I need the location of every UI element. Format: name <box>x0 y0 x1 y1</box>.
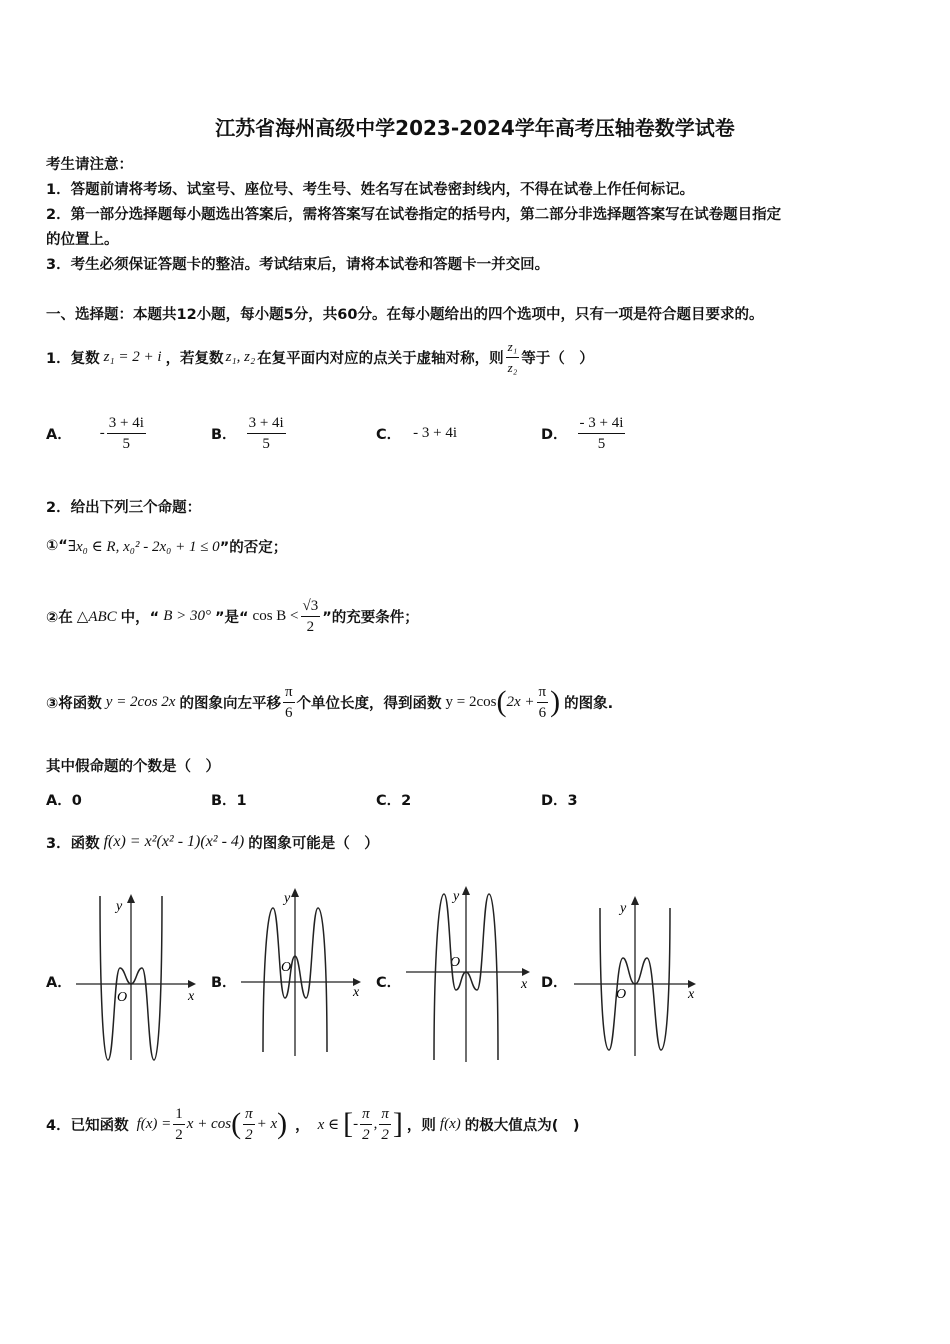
q4-a-num: π <box>360 1104 372 1125</box>
q2-p3-post: 的图象. <box>564 695 614 712</box>
q2-p3-g-frac-num: π <box>537 682 549 703</box>
y-axis-arrow-icon <box>127 894 135 903</box>
x-axis-arrow-icon <box>188 980 196 988</box>
q1-option-a-num: 3 + 4i <box>107 413 146 434</box>
q4-half-den: 2 <box>175 1126 183 1143</box>
notice-item-2: 2．第一部分选择题每小题选出答案后，需将答案写在试卷指定的括号内，第二部分非选择题答案写在试卷题目指定 <box>46 207 782 223</box>
q4-b-num: π <box>379 1104 391 1125</box>
q2-proposition-3 <box>46 676 613 728</box>
q3-label-d[interactable]: D． <box>541 975 568 991</box>
x-axis-label: x <box>688 987 695 1002</box>
x-axis-label: x <box>521 977 528 992</box>
q4-pi-den: 2 <box>245 1126 253 1143</box>
q2-p2-pre: ②在 <box>46 609 73 626</box>
q1-frac-den: z₂ <box>507 359 518 375</box>
q2-p3-g-frac <box>537 682 549 723</box>
q4-pi-num: π <box>243 1104 255 1125</box>
q3-label-a[interactable]: A． <box>46 975 72 991</box>
q4-a-frac <box>360 1104 372 1145</box>
x-axis-arrow-icon <box>522 968 530 976</box>
section-heading: 一、选择题：本题共12小题，每小题5分，共60分。在每小题给出的四个选项中，只有一项是符合题目要求的。 <box>46 307 764 323</box>
q1-option-a-den: 5 <box>122 435 131 452</box>
q2-p1-post: ”的否定； <box>219 539 288 556</box>
q2-p1-pre: ①“ <box>46 538 68 554</box>
q2-p2-post: ”的充要条件； <box>322 609 419 626</box>
q4-minus: - <box>353 1115 359 1132</box>
origin-label: O <box>117 990 128 1005</box>
q1-z1z2: z₁, z₂ <box>225 348 256 365</box>
q1-option-b-label: B． <box>211 426 237 443</box>
q1-option-c[interactable] <box>376 408 457 458</box>
page-title: 江苏省海州高级中学2023-2024学年高考压轴卷数学试卷 <box>215 116 735 140</box>
q3-graph-d[interactable] <box>568 890 703 1060</box>
q2-p1-math: ∃x₀ ∈ R, x₀² - 2x₀ + 1 ≤ 0 <box>67 538 220 555</box>
q4-comma: ， <box>295 1117 310 1134</box>
q2-p2-mid: 中，“ <box>120 609 160 626</box>
question-1-stem <box>46 332 594 382</box>
q4-lparen: ( <box>231 1107 242 1140</box>
q1-option-a-frac <box>107 413 146 454</box>
notice-item-1: 1．答题前请将考场、试室号、座位号、考生号、姓名写在试卷密封线内，不得在试卷上作任何标记。 <box>46 182 695 198</box>
q3-graph-c[interactable] <box>400 880 540 1065</box>
q1-option-c-value: - 3 + 4i <box>413 424 458 441</box>
q2-p3-mid2: 个单位长度，得到函数 <box>296 695 442 712</box>
origin-label: O <box>281 960 292 975</box>
q1-fraction <box>506 337 520 378</box>
q4-plusx: + x <box>256 1115 278 1132</box>
question-2-stem: 2．给出下列三个命题： <box>46 500 202 516</box>
q1-option-d[interactable] <box>541 408 627 458</box>
q2-option-a[interactable]: A．0 <box>46 793 82 809</box>
q1-option-b[interactable] <box>211 408 288 458</box>
y-axis-arrow-icon <box>291 888 299 897</box>
q1-option-a[interactable] <box>46 408 148 458</box>
question-4-stem <box>46 1096 580 1152</box>
q2-p3-rparen: ) <box>550 685 561 718</box>
x-axis-label: x <box>353 985 360 1000</box>
q1-frac-num: z₁ <box>506 337 520 358</box>
q4-fx: f(x) <box>439 1115 461 1132</box>
q3-func: f(x) = x²(x² - 1)(x² - 4) <box>103 833 245 850</box>
q2-p3-g-frac-den: 6 <box>538 704 547 721</box>
q2-p3-frac <box>283 682 295 723</box>
q4-sep: , <box>373 1115 378 1132</box>
q4-half <box>173 1104 185 1145</box>
q4-mid: x + cos <box>186 1115 232 1132</box>
q4-post: 的极大值点为( ) <box>464 1117 580 1134</box>
q2-p3-g: y = 2cos <box>445 693 497 710</box>
q1-option-d-frac <box>578 413 626 454</box>
q2-option-d[interactable]: D．3 <box>541 793 578 809</box>
q2-p3-pre: ③将函数 <box>46 695 102 712</box>
notice-heading: 考生请注意： <box>46 157 133 173</box>
q3-graph-b[interactable] <box>235 880 370 1060</box>
q1-option-b-num: 3 + 4i <box>247 413 286 434</box>
q1-option-b-frac <box>247 413 286 454</box>
q2-p2-triangle: △ABC <box>76 608 117 625</box>
q4-rparen: ) <box>277 1107 288 1140</box>
q4-xin: x ∈ <box>317 1116 340 1133</box>
q1-option-d-den: 5 <box>597 435 606 452</box>
q2-p2-cos: cos B < <box>252 607 299 624</box>
q2-p3-frac-den: 6 <box>285 704 293 721</box>
q2-p3-lparen: ( <box>496 685 507 718</box>
q1-option-d-label: D． <box>541 426 568 443</box>
q4-b-frac <box>379 1104 391 1145</box>
q3-pre: 3．函数 <box>46 835 100 852</box>
q1-option-d-num: - 3 + 4i <box>578 413 626 434</box>
y-axis-arrow-icon <box>631 896 639 905</box>
q2-option-c[interactable]: C．2 <box>376 793 412 809</box>
q2-p3-func: y = 2cos 2x <box>105 693 176 710</box>
q2-p3-mid: 的图象向左平移 <box>179 695 281 712</box>
q2-p2-frac-num: √3 <box>301 596 321 617</box>
q4-f: f(x) = <box>136 1115 172 1132</box>
origin-label: O <box>450 955 461 970</box>
q4-a-den: 2 <box>362 1126 370 1143</box>
q3-post: 的图象可能是（ ） <box>248 835 379 852</box>
y-axis-label: y <box>453 889 460 904</box>
q4-b-den: 2 <box>381 1126 389 1143</box>
q1-option-a-sign: - <box>99 424 105 441</box>
q1-tail: 等于（ ） <box>521 350 594 367</box>
q2-p2-frac-den: 2 <box>306 618 315 635</box>
y-axis-arrow-icon <box>462 886 470 895</box>
q2-proposition-1 <box>46 528 287 564</box>
q1-option-c-label: C． <box>376 426 402 443</box>
origin-label: O <box>616 987 627 1002</box>
q4-then: ，则 <box>406 1117 436 1134</box>
y-axis-label: y <box>284 891 291 906</box>
q4-lbracket: [ <box>343 1107 354 1140</box>
q3-graph-a[interactable] <box>70 888 205 1068</box>
q2-option-b[interactable]: B．1 <box>211 793 247 809</box>
q4-pre: 4．已知函数 <box>46 1117 129 1134</box>
y-axis-label: y <box>116 899 123 914</box>
q1-number: 1．复数 <box>46 350 100 367</box>
q4-rbracket: ] <box>392 1107 403 1140</box>
q1-option-b-den: 5 <box>262 435 270 452</box>
q2-ask: 其中假命题的个数是（ ） <box>46 759 220 775</box>
q4-pi-frac <box>243 1104 255 1145</box>
q2-p2-frac <box>301 596 321 637</box>
notice-item-2-cont: 的位置上。 <box>46 232 119 248</box>
q3-label-b[interactable]: B． <box>211 975 237 991</box>
q1-z1: z₁ = 2 + i <box>103 348 162 365</box>
q2-proposition-2 <box>46 590 419 642</box>
q2-p3-g-inner: 2x + <box>506 693 535 710</box>
q2-p2-cond: B > 30° <box>163 607 211 624</box>
notice-item-3: 3．考生必须保证答题卡的整洁。考试结束后，请将本试卷和答题卡一并交回。 <box>46 257 550 273</box>
q1-mid: ，若复数 <box>165 350 224 367</box>
q1-option-a-label: A． <box>46 426 72 443</box>
q3-label-c[interactable]: C． <box>376 975 402 991</box>
q2-p3-frac-num: π <box>283 682 295 703</box>
q2-p2-mid2: ”是“ <box>214 609 249 626</box>
x-axis-label: x <box>188 989 195 1004</box>
question-3-stem <box>46 822 379 862</box>
y-axis-label: y <box>620 901 627 916</box>
q1-mid2: 在复平面内对应的点关于虚轴对称，则 <box>257 350 504 367</box>
q4-half-num: 1 <box>173 1104 185 1125</box>
